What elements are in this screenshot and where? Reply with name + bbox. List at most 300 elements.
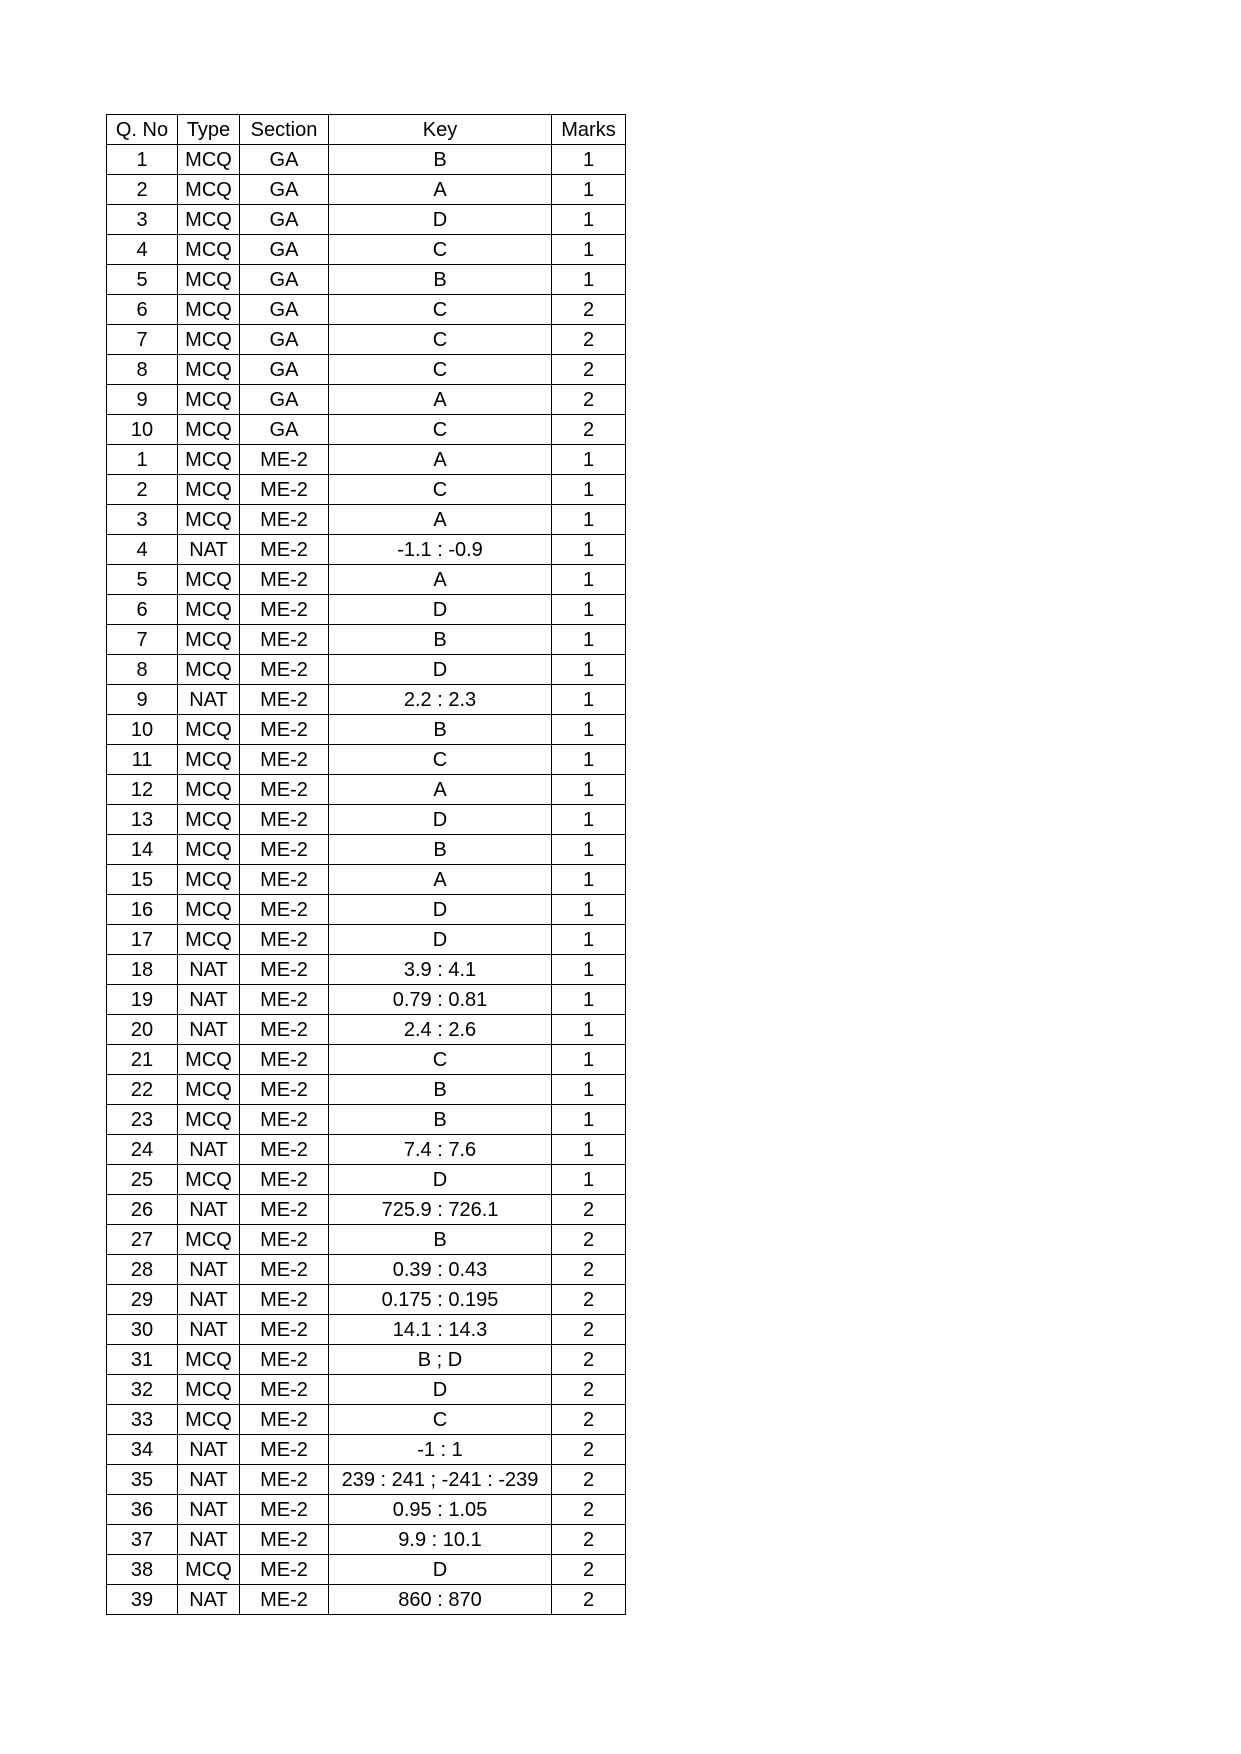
cell-qno: 34 [107,1435,178,1465]
table-row [107,835,626,865]
cell-marks: 1 [552,865,626,895]
table-row [107,475,626,505]
cell-key: A [329,775,552,805]
cell-section: GA [240,415,329,445]
cell-section: GA [240,385,329,415]
cell-section: ME-2 [240,1225,329,1255]
cell-qno: 10 [107,415,178,445]
cell-section: ME-2 [240,1285,329,1315]
table-row [107,295,626,325]
cell-marks: 2 [552,325,626,355]
cell-key: A [329,565,552,595]
cell-qno: 19 [107,985,178,1015]
table-row [107,595,626,625]
table-row [107,565,626,595]
cell-section: ME-2 [240,1375,329,1405]
table-row [107,175,626,205]
cell-key: B ; D [329,1345,552,1375]
header-section: Section [240,115,329,145]
cell-marks: 1 [552,925,626,955]
cell-type: MCQ [178,175,240,205]
cell-marks: 2 [552,1585,626,1615]
table-row [107,865,626,895]
table-row [107,1585,626,1615]
table-row [107,715,626,745]
table-row [107,415,626,445]
cell-type: NAT [178,1195,240,1225]
cell-type: NAT [178,1135,240,1165]
cell-marks: 1 [552,565,626,595]
table-row [107,625,626,655]
table-row [107,895,626,925]
cell-marks: 1 [552,265,626,295]
table-row [107,1045,626,1075]
cell-marks: 2 [552,1345,626,1375]
cell-type: MCQ [178,1075,240,1105]
cell-key: C [329,355,552,385]
cell-marks: 1 [552,1165,626,1195]
cell-marks: 1 [552,505,626,535]
cell-marks: 1 [552,775,626,805]
table-row [107,355,626,385]
cell-key: C [329,235,552,265]
answer-key-body [107,145,626,1615]
cell-section: ME-2 [240,1105,329,1135]
cell-qno: 8 [107,655,178,685]
cell-marks: 2 [552,1495,626,1525]
cell-type: NAT [178,685,240,715]
cell-type: MCQ [178,715,240,745]
cell-type: MCQ [178,1345,240,1375]
table-row [107,1195,626,1225]
cell-type: NAT [178,985,240,1015]
cell-key: C [329,475,552,505]
table-row [107,745,626,775]
cell-section: ME-2 [240,925,329,955]
cell-section: GA [240,325,329,355]
cell-section: GA [240,145,329,175]
cell-type: MCQ [178,865,240,895]
cell-key: 0.95 : 1.05 [329,1495,552,1525]
table-row [107,1135,626,1165]
cell-section: ME-2 [240,1495,329,1525]
cell-qno: 3 [107,505,178,535]
cell-key: A [329,385,552,415]
table-row [107,775,626,805]
table-row [107,1165,626,1195]
cell-type: NAT [178,1285,240,1315]
table-row [107,205,626,235]
cell-section: ME-2 [240,1345,329,1375]
table-row [107,1525,626,1555]
table-row [107,1105,626,1135]
cell-section: GA [240,355,329,385]
cell-type: MCQ [178,655,240,685]
header-row [107,115,626,145]
cell-key: D [329,1375,552,1405]
cell-marks: 1 [552,685,626,715]
table-row [107,325,626,355]
cell-qno: 5 [107,565,178,595]
table-row [107,1285,626,1315]
cell-qno: 1 [107,445,178,475]
cell-key: C [329,1405,552,1435]
cell-section: ME-2 [240,475,329,505]
cell-key: 14.1 : 14.3 [329,1315,552,1345]
cell-type: NAT [178,1435,240,1465]
table-row [107,535,626,565]
cell-qno: 39 [107,1585,178,1615]
cell-qno: 14 [107,835,178,865]
cell-section: ME-2 [240,445,329,475]
cell-type: NAT [178,1255,240,1285]
cell-section: ME-2 [240,1255,329,1285]
cell-marks: 1 [552,655,626,685]
table-row [107,1435,626,1465]
cell-section: ME-2 [240,775,329,805]
cell-type: MCQ [178,295,240,325]
cell-key: C [329,325,552,355]
cell-key: -1.1 : -0.9 [329,535,552,565]
cell-marks: 2 [552,1405,626,1435]
cell-type: MCQ [178,1105,240,1135]
cell-type: NAT [178,1015,240,1045]
cell-key: A [329,865,552,895]
cell-section: ME-2 [240,1405,329,1435]
cell-section: ME-2 [240,1585,329,1615]
cell-key: B [329,1225,552,1255]
cell-key: B [329,625,552,655]
cell-type: MCQ [178,1165,240,1195]
cell-qno: 11 [107,745,178,775]
cell-type: MCQ [178,145,240,175]
cell-qno: 22 [107,1075,178,1105]
table-row [107,1375,626,1405]
cell-key: B [329,1075,552,1105]
cell-type: MCQ [178,205,240,235]
cell-key: C [329,745,552,775]
cell-marks: 2 [552,1525,626,1555]
cell-section: ME-2 [240,685,329,715]
cell-type: MCQ [178,565,240,595]
cell-marks: 1 [552,205,626,235]
cell-marks: 1 [552,985,626,1015]
cell-qno: 13 [107,805,178,835]
cell-marks: 2 [552,1195,626,1225]
cell-marks: 2 [552,385,626,415]
table-row [107,385,626,415]
cell-type: MCQ [178,325,240,355]
cell-section: ME-2 [240,1015,329,1045]
cell-qno: 10 [107,715,178,745]
table-row [107,1405,626,1435]
cell-qno: 3 [107,205,178,235]
cell-key: -1 : 1 [329,1435,552,1465]
cell-type: MCQ [178,415,240,445]
cell-marks: 1 [552,445,626,475]
table-row [107,265,626,295]
cell-marks: 1 [552,895,626,925]
cell-type: MCQ [178,235,240,265]
cell-key: A [329,445,552,475]
cell-qno: 25 [107,1165,178,1195]
cell-key: B [329,265,552,295]
cell-type: MCQ [178,805,240,835]
cell-qno: 4 [107,535,178,565]
cell-section: ME-2 [240,865,329,895]
cell-section: ME-2 [240,1075,329,1105]
cell-key: C [329,295,552,325]
cell-qno: 6 [107,595,178,625]
answer-key-table [106,114,626,1615]
table-row [107,505,626,535]
cell-qno: 33 [107,1405,178,1435]
cell-key: 9.9 : 10.1 [329,1525,552,1555]
cell-marks: 2 [552,1225,626,1255]
cell-qno: 32 [107,1375,178,1405]
cell-qno: 7 [107,625,178,655]
cell-qno: 35 [107,1465,178,1495]
cell-key: D [329,205,552,235]
cell-qno: 23 [107,1105,178,1135]
cell-type: MCQ [178,265,240,295]
cell-marks: 1 [552,1045,626,1075]
cell-section: ME-2 [240,655,329,685]
cell-type: MCQ [178,1375,240,1405]
cell-marks: 2 [552,415,626,445]
table-row [107,1225,626,1255]
cell-type: MCQ [178,1555,240,1585]
cell-marks: 2 [552,1555,626,1585]
table-row [107,1465,626,1495]
cell-marks: 2 [552,1435,626,1465]
cell-marks: 1 [552,145,626,175]
cell-type: NAT [178,1585,240,1615]
cell-qno: 4 [107,235,178,265]
cell-section: ME-2 [240,1315,329,1345]
cell-section: ME-2 [240,835,329,865]
cell-marks: 1 [552,1105,626,1135]
table-row [107,985,626,1015]
table-row [107,655,626,685]
cell-qno: 24 [107,1135,178,1165]
cell-type: MCQ [178,625,240,655]
table-row [107,955,626,985]
cell-type: MCQ [178,355,240,385]
cell-section: ME-2 [240,745,329,775]
cell-qno: 37 [107,1525,178,1555]
cell-key: C [329,1045,552,1075]
cell-key: 3.9 : 4.1 [329,955,552,985]
cell-qno: 18 [107,955,178,985]
cell-key: D [329,925,552,955]
cell-section: GA [240,265,329,295]
cell-qno: 26 [107,1195,178,1225]
table-row [107,1345,626,1375]
cell-marks: 1 [552,535,626,565]
cell-marks: 1 [552,235,626,265]
table-row [107,445,626,475]
cell-qno: 36 [107,1495,178,1525]
cell-marks: 1 [552,955,626,985]
cell-key: A [329,505,552,535]
cell-key: D [329,655,552,685]
cell-type: MCQ [178,445,240,475]
cell-qno: 8 [107,355,178,385]
cell-marks: 1 [552,595,626,625]
table-row [107,1315,626,1345]
cell-qno: 20 [107,1015,178,1045]
cell-section: ME-2 [240,1465,329,1495]
cell-key: D [329,805,552,835]
cell-qno: 9 [107,385,178,415]
cell-type: NAT [178,535,240,565]
cell-key: 0.39 : 0.43 [329,1255,552,1285]
table-row [107,1555,626,1585]
cell-qno: 6 [107,295,178,325]
cell-key: A [329,175,552,205]
header-qno: Q. No [107,115,178,145]
cell-qno: 38 [107,1555,178,1585]
cell-section: ME-2 [240,805,329,835]
cell-section: ME-2 [240,1135,329,1165]
cell-marks: 1 [552,1135,626,1165]
cell-key: 7.4 : 7.6 [329,1135,552,1165]
table-row [107,685,626,715]
cell-key: D [329,595,552,625]
cell-type: NAT [178,1315,240,1345]
cell-type: MCQ [178,925,240,955]
cell-key: 725.9 : 726.1 [329,1195,552,1225]
cell-type: MCQ [178,385,240,415]
cell-qno: 29 [107,1285,178,1315]
cell-key: D [329,1555,552,1585]
cell-qno: 27 [107,1225,178,1255]
cell-type: MCQ [178,895,240,925]
cell-marks: 1 [552,835,626,865]
cell-key: 2.2 : 2.3 [329,685,552,715]
cell-key: B [329,715,552,745]
cell-section: ME-2 [240,625,329,655]
cell-qno: 9 [107,685,178,715]
cell-type: NAT [178,1525,240,1555]
cell-qno: 21 [107,1045,178,1075]
cell-qno: 2 [107,475,178,505]
cell-section: ME-2 [240,565,329,595]
cell-qno: 30 [107,1315,178,1345]
cell-type: MCQ [178,595,240,625]
cell-type: MCQ [178,475,240,505]
header-type: Type [178,115,240,145]
cell-section: ME-2 [240,535,329,565]
cell-qno: 16 [107,895,178,925]
table-row [107,1255,626,1285]
cell-section: ME-2 [240,1525,329,1555]
cell-type: MCQ [178,835,240,865]
cell-marks: 2 [552,355,626,385]
cell-key: B [329,145,552,175]
cell-qno: 15 [107,865,178,895]
cell-marks: 1 [552,805,626,835]
cell-key: 860 : 870 [329,1585,552,1615]
cell-key: B [329,835,552,865]
cell-type: NAT [178,955,240,985]
cell-qno: 28 [107,1255,178,1285]
cell-qno: 12 [107,775,178,805]
cell-key: D [329,895,552,925]
cell-section: GA [240,205,329,235]
table-row [107,1015,626,1045]
table-row [107,235,626,265]
table-row [107,145,626,175]
cell-type: MCQ [178,1225,240,1255]
cell-section: ME-2 [240,505,329,535]
table-row [107,1075,626,1105]
header-marks: Marks [552,115,626,145]
cell-type: MCQ [178,1405,240,1435]
cell-qno: 2 [107,175,178,205]
cell-marks: 1 [552,1075,626,1105]
cell-marks: 1 [552,175,626,205]
cell-key: 239 : 241 ; -241 : -239 [329,1465,552,1495]
cell-section: ME-2 [240,895,329,925]
cell-section: GA [240,175,329,205]
cell-marks: 2 [552,295,626,325]
cell-qno: 1 [107,145,178,175]
table-row [107,925,626,955]
cell-section: ME-2 [240,955,329,985]
cell-marks: 1 [552,715,626,745]
cell-key: 0.175 : 0.195 [329,1285,552,1315]
cell-qno: 17 [107,925,178,955]
cell-section: ME-2 [240,985,329,1015]
cell-marks: 1 [552,475,626,505]
cell-key: 0.79 : 0.81 [329,985,552,1015]
cell-type: MCQ [178,775,240,805]
cell-type: NAT [178,1465,240,1495]
cell-key: D [329,1165,552,1195]
cell-section: ME-2 [240,1165,329,1195]
cell-type: MCQ [178,1045,240,1075]
cell-marks: 1 [552,1015,626,1045]
cell-qno: 7 [107,325,178,355]
cell-section: ME-2 [240,595,329,625]
cell-key: B [329,1105,552,1135]
cell-marks: 2 [552,1255,626,1285]
cell-marks: 1 [552,745,626,775]
cell-section: ME-2 [240,1555,329,1585]
cell-marks: 2 [552,1285,626,1315]
cell-marks: 2 [552,1465,626,1495]
cell-section: ME-2 [240,1435,329,1465]
cell-type: MCQ [178,745,240,775]
cell-type: MCQ [178,505,240,535]
table-row [107,805,626,835]
cell-marks: 1 [552,625,626,655]
cell-qno: 5 [107,265,178,295]
cell-section: ME-2 [240,1195,329,1225]
cell-type: NAT [178,1495,240,1525]
table-row [107,1495,626,1525]
cell-marks: 2 [552,1375,626,1405]
cell-marks: 2 [552,1315,626,1345]
cell-section: GA [240,235,329,265]
cell-section: ME-2 [240,715,329,745]
cell-key: 2.4 : 2.6 [329,1015,552,1045]
cell-key: C [329,415,552,445]
cell-qno: 31 [107,1345,178,1375]
cell-section: GA [240,295,329,325]
